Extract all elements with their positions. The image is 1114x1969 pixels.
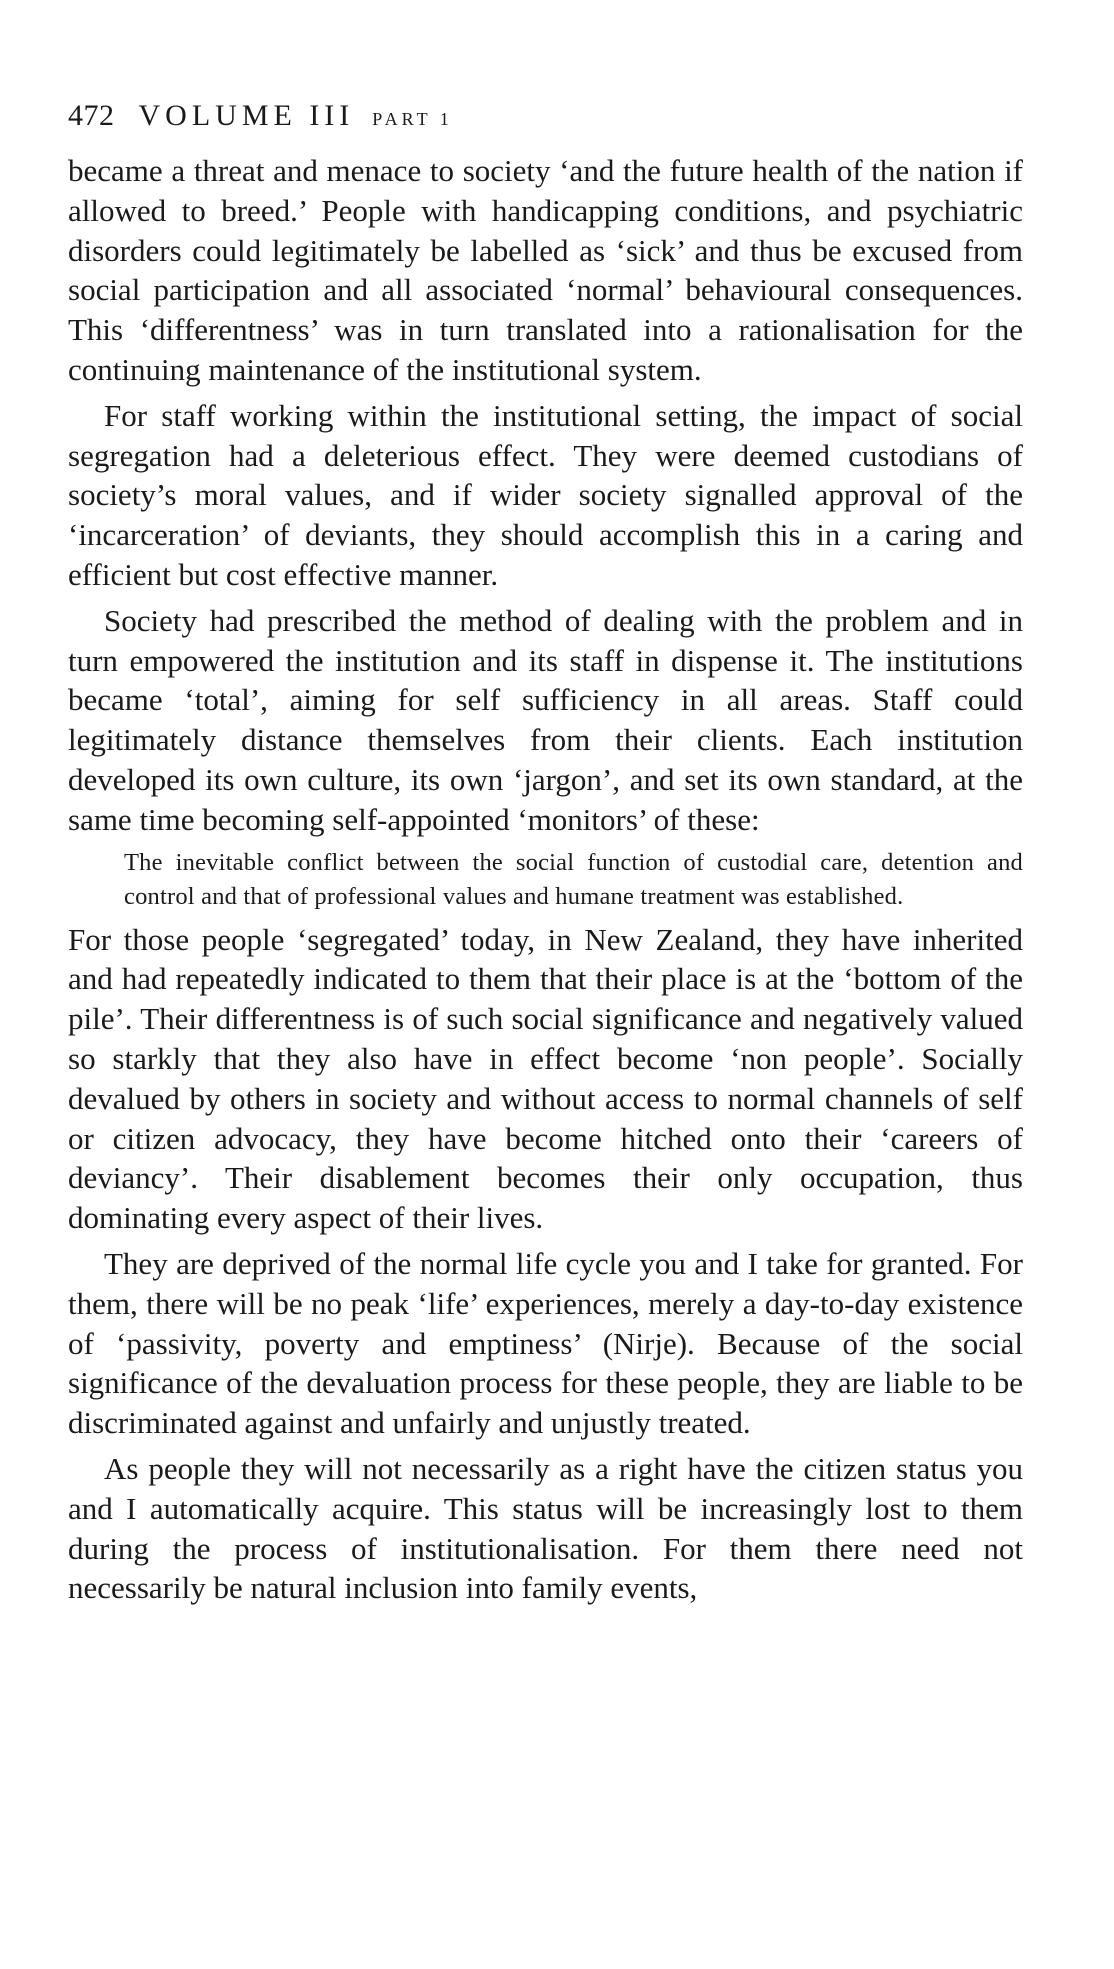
- paragraph-5: They are deprived of the normal life cycle you and I take for granted. For them, there will be no peak ‘life’ experiences, merely a day-to-day existence of ‘passivity, poverty and emptiness’ (Nirje). Because of the social significance of the devaluation process for these people, they are liable to be discriminated against and unfairly and unjustly treated.: [68, 1245, 1023, 1441]
- paragraph-6: As people they will not necessarily as a right have the citizen status you and I automatically acquire. This status will be increasingly lost to them during the process of institutionalisation. For them there need not necessarily be natural inclusion into family events,: [68, 1450, 1023, 1606]
- block-quote: The inevitable conflict between the social function of custodial care, detention and control and that of professional values and humane treatment was established.: [124, 848, 1023, 910]
- paragraph-4: For those people ‘segregated’ today, in New Zealand, they have inherited and had repeatedly indicated to them that their place is at the ‘bottom of the pile’. Their differentness is of such social significance and negatively valued so starkly that they also have in effect become ‘non people’. Socially devalued by others in society and without access to normal channels of self or citizen advocacy, they have become hitched onto their ‘careers of deviancy’. Their disablement becomes their only occupation, thus dominating every aspect of their lives.: [68, 921, 1023, 1236]
- part-label: PART 1: [372, 109, 453, 129]
- running-head: [68, 96, 1023, 139]
- volume-label: VOLUME III: [138, 99, 355, 132]
- page-number: 472: [68, 99, 115, 132]
- paragraph-1: became a threat and menace to society ‘and the future health of the nation if allowed to breed.’ People with handicapping conditions, and psychiatric disorders could legitimately be labelled as ‘sick’ and thus be excused from social participation and all associated ‘normal’ behavioural consequences. This ‘differentness’ was in turn translated into a rationalisation for the continuing maintenance of the institutional system.: [68, 153, 1023, 387]
- paragraph-2: For staff working within the institutional setting, the impact of social segregation had a deleterious effect. They were deemed custodians of society’s moral values, and if wider society signalled approval of the ‘incarceration’ of deviants, they should accomplish this in a caring and efficient but cost effective manner.: [68, 397, 1023, 592]
- book-page: [68, 96, 1023, 1614]
- paragraph-3: Society had prescribed the method of dealing with the problem and in turn empowered the institution and its staff in dispense it. The institutions became ‘total’, aiming for self sufficiency in all areas. Staff could legitimately distance themselves from their clients. Each institution developed its own culture, its own ‘jargon’, and set its own standard, at the same time becoming self-appointed ‘monitors’ of these:: [68, 602, 1023, 837]
